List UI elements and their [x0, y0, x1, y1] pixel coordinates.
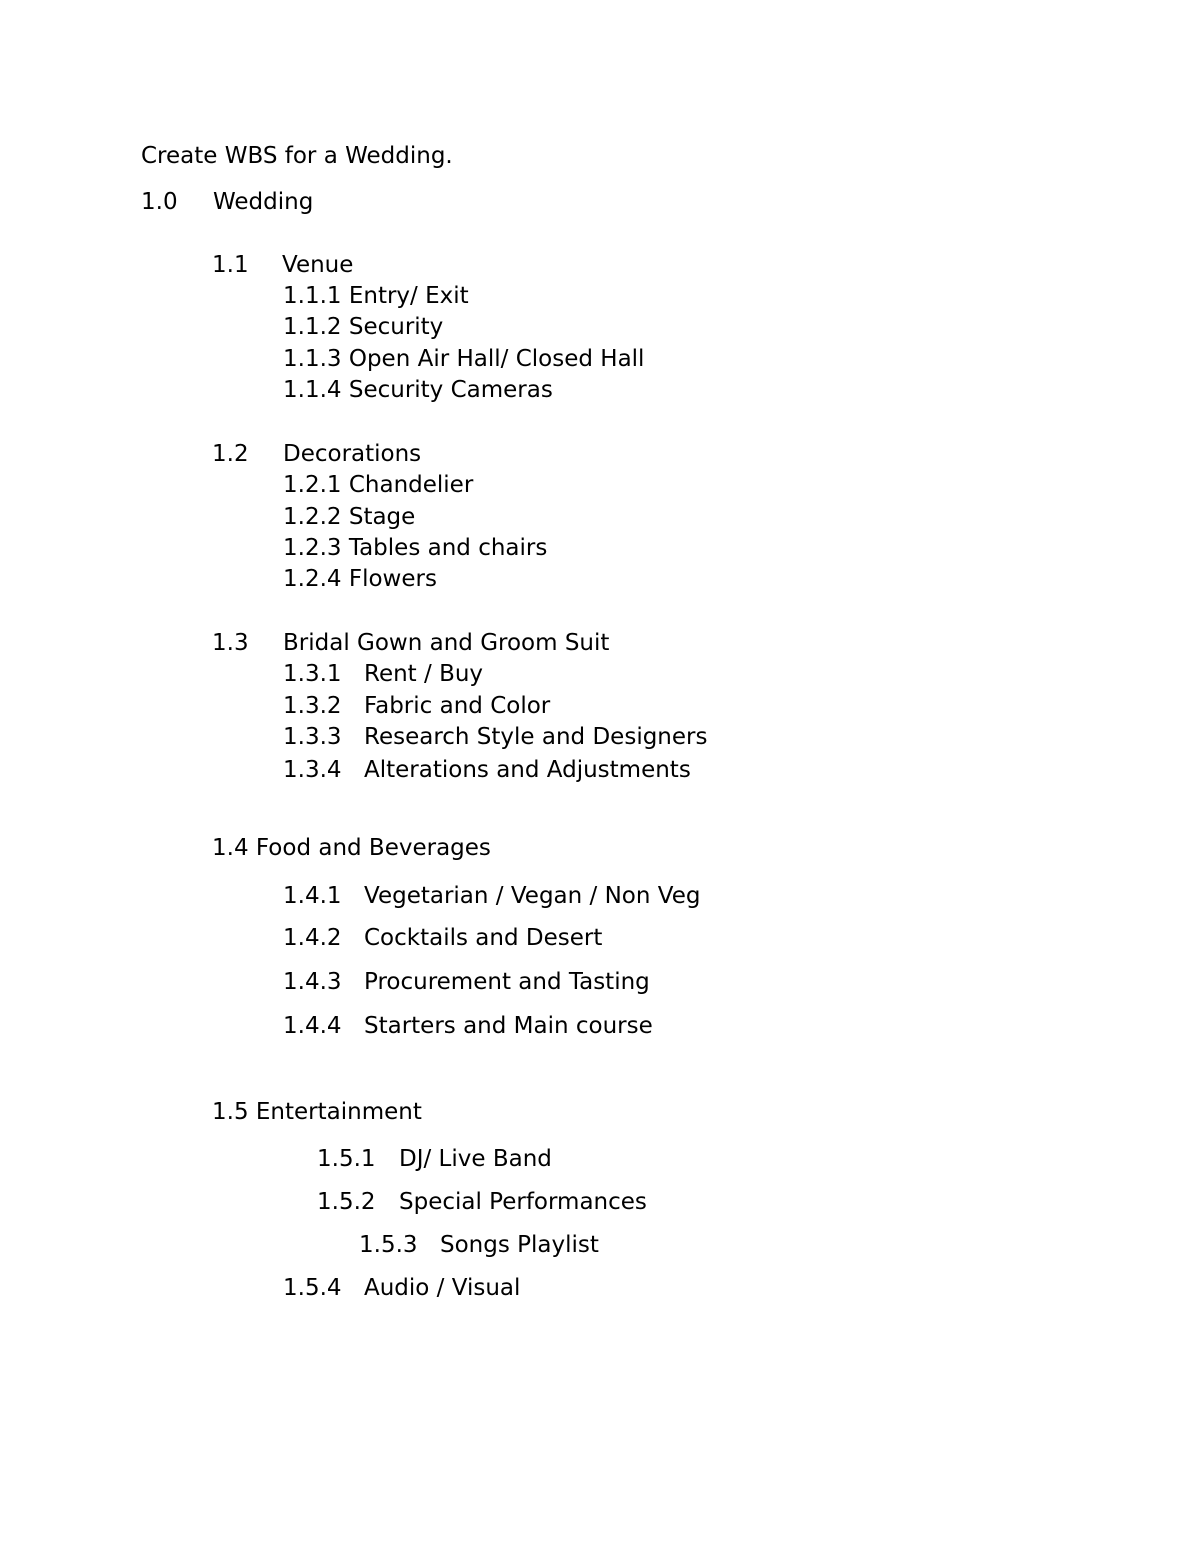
wbs-number: 1.1.1 [283, 283, 342, 309]
wbs-number: 1.5.4 [283, 1275, 342, 1301]
wbs-label: Wedding [213, 189, 314, 215]
wbs-label: Open Air Hall/ Closed Hall [348, 346, 645, 372]
wbs-label: Security [348, 314, 444, 340]
wbs-number: 1.3.2 [283, 693, 342, 719]
wbs-number: 1.5.2 [317, 1189, 376, 1215]
wbs-label: Vegetarian / Vegan / Non Veg [364, 883, 701, 909]
wbs-label: Research Style and Designers [364, 724, 708, 750]
wbs-number: 1.3.1 [283, 661, 342, 687]
wbs-number: 1.5.1 [317, 1146, 376, 1172]
wbs-label: Songs Playlist [440, 1232, 599, 1258]
wbs-label: Alterations and Adjustments [364, 757, 691, 783]
wbs-number: 1.1.3 [283, 346, 342, 372]
wbs-number: 1.2.2 [283, 504, 342, 530]
wbs-label: Special Performances [399, 1189, 647, 1215]
wbs-label: Food and Beverages [255, 835, 491, 861]
wbs-item [283, 375, 553, 405]
wbs-section-1-5 [212, 1097, 422, 1127]
wbs-number: 1.2.4 [283, 566, 342, 592]
wbs-label: Decorations [283, 441, 422, 467]
wbs-number: 1.3.3 [283, 724, 342, 750]
wbs-label: Tables and chairs [348, 535, 548, 561]
wbs-label: Rent / Buy [364, 661, 484, 687]
wbs-label: Entry/ Exit [348, 283, 469, 309]
wbs-number: 1.4.3 [283, 969, 342, 995]
wbs-number: 1.2.1 [283, 472, 342, 498]
wbs-number: 1.3 [212, 630, 249, 656]
wbs-number: 1.4.1 [283, 883, 342, 909]
wbs-label: Security Cameras [348, 377, 553, 403]
wbs-label: Chandelier [348, 472, 474, 498]
wbs-number: 1.4 [212, 835, 249, 861]
wbs-number: 1.1.4 [283, 377, 342, 403]
wbs-number: 1.0 [141, 189, 178, 215]
wbs-number: 1.1.2 [283, 314, 342, 340]
wbs-label: Audio / Visual [364, 1275, 521, 1301]
wbs-item [283, 470, 473, 500]
wbs-label: DJ/ Live Band [399, 1146, 552, 1172]
wbs-item [283, 533, 547, 563]
wbs-item [283, 344, 644, 374]
wbs-label: Entertainment [255, 1099, 422, 1125]
wbs-label: Procurement and Tasting [364, 969, 650, 995]
wbs-number: 1.5 [212, 1099, 249, 1125]
wbs-number: 1.5.3 [359, 1232, 418, 1258]
wbs-label: Flowers [348, 566, 437, 592]
wbs-number: 1.4.2 [283, 925, 342, 951]
wbs-section-1-4 [212, 833, 491, 863]
wbs-item [283, 281, 469, 311]
wbs-number: 1.4.4 [283, 1013, 342, 1039]
wbs-item [283, 502, 415, 532]
document-title: Create WBS for a Wedding. [141, 143, 453, 169]
wbs-label: Venue [282, 252, 354, 278]
wbs-label: Cocktails and Desert [364, 925, 603, 951]
wbs-label: Bridal Gown and Groom Suit [283, 630, 610, 656]
wbs-label: Fabric and Color [364, 693, 551, 719]
wbs-number: 1.3.4 [283, 757, 342, 783]
wbs-label: Stage [348, 504, 416, 530]
wbs-number: 1.2 [212, 441, 249, 467]
wbs-item [283, 312, 443, 342]
wbs-label: Starters and Main course [364, 1013, 653, 1039]
wbs-number: 1.1 [212, 252, 249, 278]
wbs-number: 1.2.3 [283, 535, 342, 561]
wbs-item [283, 564, 437, 594]
